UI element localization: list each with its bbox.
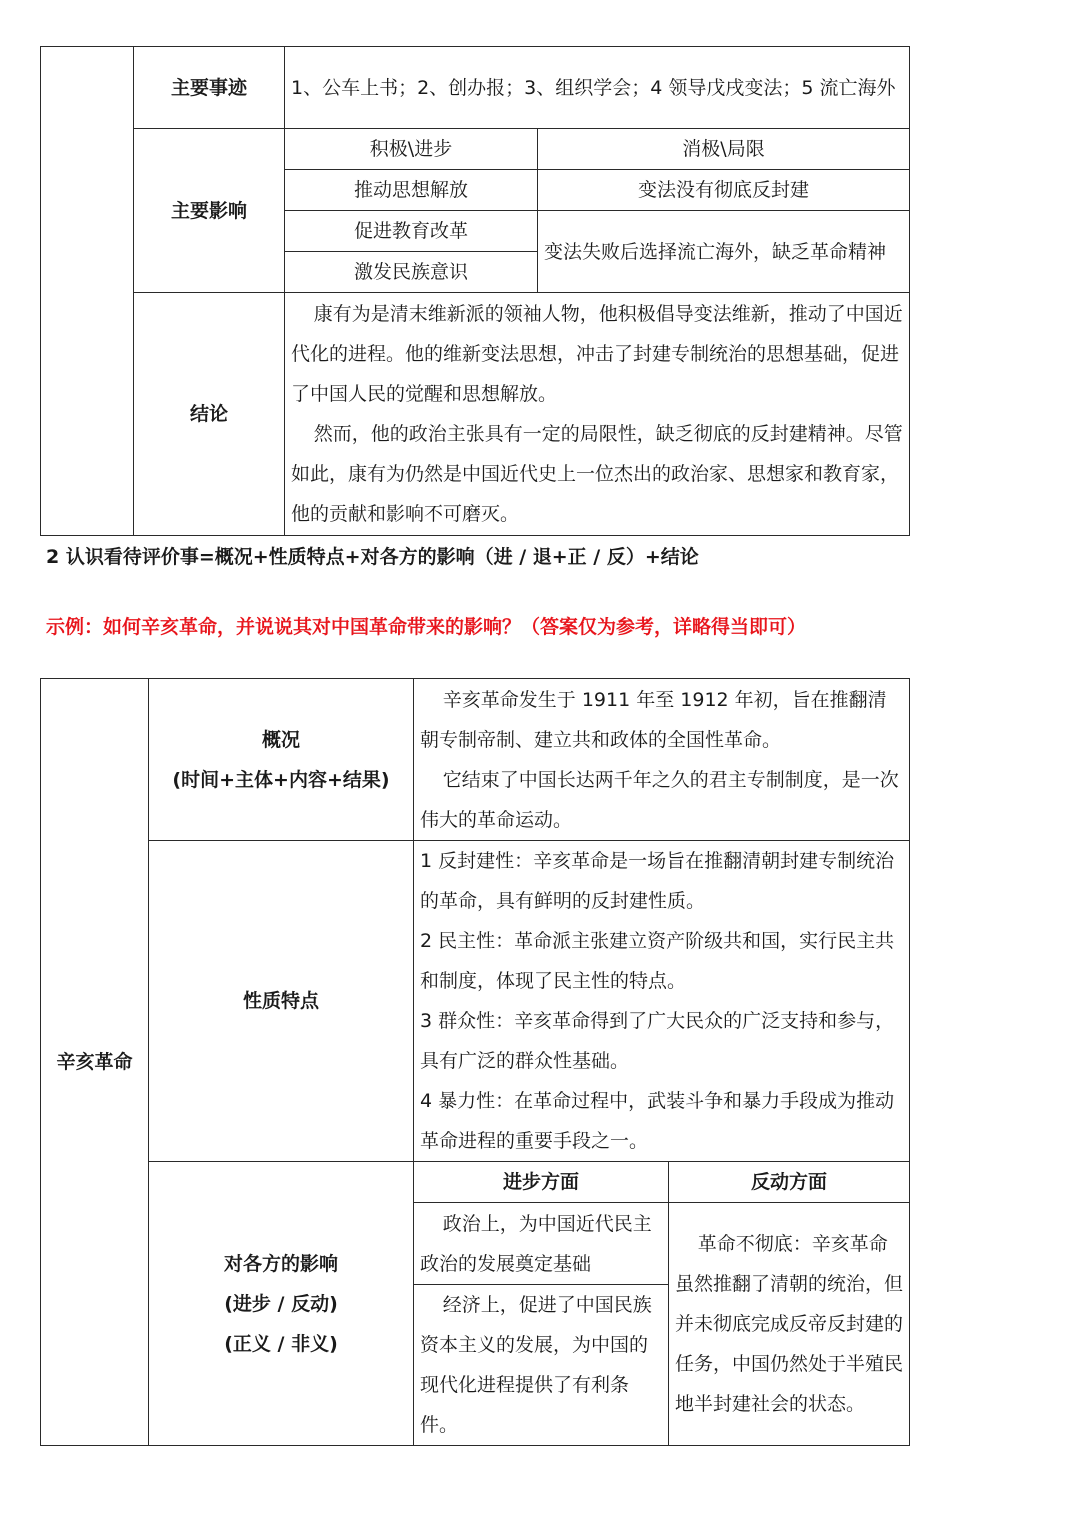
blank-left-cell xyxy=(41,47,134,536)
example-prompt: 示例：如何辛亥革命，并说说其对中国革命带来的影响？（答案仅为参考，详略得当即可） xyxy=(46,616,807,638)
progress-header: 进步方面 xyxy=(414,1162,669,1203)
positive-item: 激发民族意识 xyxy=(285,252,538,293)
xinhai-revolution-table xyxy=(40,678,910,1446)
conclusion-label: 结论 xyxy=(134,293,285,536)
positive-item: 促进教育改革 xyxy=(285,211,538,252)
reaction-header: 反动方面 xyxy=(669,1162,910,1203)
overview-paragraph: 辛亥革命发生于 1911 年至 1912 年初，旨在推翻清朝专制帝制、建立共和政体的全国性革命。 xyxy=(420,688,887,751)
negative-item: 变法没有彻底反封建 xyxy=(538,170,910,211)
nature-item: 4 暴力性：在革命过程中，武装斗争和暴力手段成为推动革命进程的重要手段之一。 xyxy=(420,1090,895,1152)
section-heading: 2 认识看待评价事=概况+性质特点+对各方的影响（进 / 退+正 / 反）+结论 xyxy=(46,546,699,568)
nature-item: 1 反封建性：辛亥革命是一场旨在推翻清朝封建专制统治的革命，具有鲜明的反封建性质。 xyxy=(420,850,895,912)
overview-paragraph: 它结束了中国长达两千年之久的君主专制制度，是一次伟大的革命运动。 xyxy=(420,768,899,831)
conclusion-paragraph: 康有为是清末维新派的领袖人物，他积极倡导变法维新，推动了中国近代化的进程。他的维新变法思想，冲击了封建专制统治的思想基础，促进了中国人民的觉醒和思想解放。 xyxy=(291,303,903,405)
nature-label: 性质特点 xyxy=(149,841,414,1162)
events-label: 主要事迹 xyxy=(134,47,285,129)
row-label: 辛亥革命 xyxy=(41,679,149,1446)
nature-item: 2 民主性：革命派主张建立资产阶级共和国，实行民主共和制度，体现了民主性的特点。 xyxy=(420,930,895,992)
impact-label: 对各方的影响 xyxy=(223,1252,338,1275)
positive-item: 推动思想解放 xyxy=(285,170,538,211)
overview-sub: (时间+主体+内容+结果) xyxy=(172,768,390,791)
influence-label: 主要影响 xyxy=(134,129,285,293)
overview-label: 概况 xyxy=(261,728,300,751)
impact-sub: (进步 / 反动) xyxy=(224,1292,338,1315)
overview-label-cell xyxy=(149,679,414,841)
negative-header: 消极\局限 xyxy=(538,129,910,170)
events-text: 1、公车上书；2、创办报；3、组织学会；4 领导戊戌变法；5 流亡海外 xyxy=(285,47,910,129)
negative-item: 变法失败后选择流亡海外，缺乏革命精神 xyxy=(538,211,910,293)
progress-item: 经济上，促进了中国民族资本主义的发展，为中国的现代化进程提供了有利条件。 xyxy=(414,1285,669,1446)
impact-label-cell xyxy=(149,1162,414,1446)
kang-youwei-table xyxy=(40,46,910,536)
nature-item: 3 群众性：辛亥革命得到了广大民众的广泛支持和参与，具有广泛的群众性基础。 xyxy=(420,1010,895,1072)
conclusion-cell xyxy=(285,293,910,536)
reaction-text: 革命不彻底：辛亥革命虽然推翻了清朝的统治，但并未彻底完成反帝反封建的任务，中国仍然处于半殖民地半封建社会的状态。 xyxy=(669,1203,910,1446)
nature-cell xyxy=(414,841,910,1162)
positive-header: 积极\进步 xyxy=(285,129,538,170)
impact-sub: (正义 / 非义) xyxy=(224,1332,338,1355)
conclusion-paragraph: 然而，他的政治主张具有一定的局限性，缺乏彻底的反封建精神。尽管如此，康有为仍然是中国近代史上一位杰出的政治家、思想家和教育家，他的贡献和影响不可磨灭。 xyxy=(291,423,903,525)
progress-item: 政治上，为中国近代民主政治的发展奠定基础 xyxy=(414,1203,669,1285)
overview-cell xyxy=(414,679,910,841)
